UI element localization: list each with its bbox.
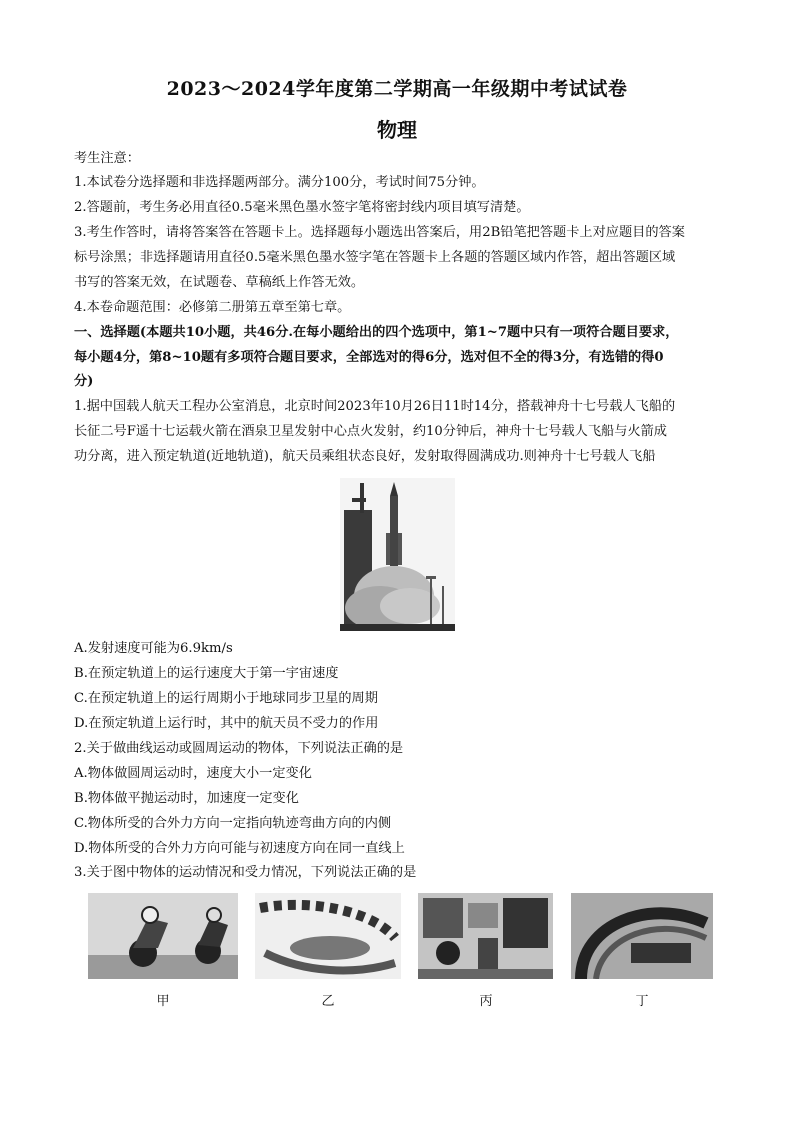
- question-stem: 3.关于图中物体的运动情况和受力情况，下列说法正确的是: [74, 865, 417, 880]
- option-d: D.物体所受的合外力方向可能与初速度方向在同一直线上: [74, 841, 405, 856]
- notice-item: 1.本试卷分选择题和非选择题两部分。满分100分，考试时间75分钟。: [74, 175, 485, 190]
- section-heading: 一、选择题(本题共10小题，共46分.在每小题给出的四个选项中，第1~7题中只有一项符合题目要求，: [74, 325, 679, 340]
- caption-bing: 丙: [479, 994, 493, 1009]
- option-d: D.在预定轨道上运行时，其中的航天员不受力的作用: [74, 716, 379, 731]
- exam-title: 2023～2024学年度第二学期高一年级期中考试试卷: [166, 78, 628, 100]
- question-stem: 2.关于做曲线运动或圆周运动的物体，下列说法正确的是: [74, 741, 404, 756]
- option-a: A.物体做圆周运动时，速度大小一定变化: [74, 766, 312, 781]
- option-a: A.发射速度可能为6.9km/s: [74, 641, 233, 656]
- section-heading: 分): [74, 374, 94, 389]
- notice-item: 4.本卷命题范围：必修第二册第五章至第七章。: [74, 300, 351, 315]
- notice-item: 3.考生作答时，请将答案答在答题卡上。选择题每小题选出答案后，用2B铅笔把答题卡上对应题目的答案: [74, 225, 685, 240]
- photo-motorcycle: [88, 893, 238, 979]
- notice-item: 书写的答案无效，在试题卷、草稿纸上作答无效。: [74, 275, 365, 290]
- question-stem: 1.据中国载人航天工程办公室消息，北京时间2023年10月26日11时14分，搭载神舟十七号载人飞船的: [74, 399, 676, 414]
- option-b: B.在预定轨道上的运行速度大于第一宇宙速度: [74, 666, 339, 681]
- photo-track: [255, 893, 401, 979]
- option-c: C.物体所受的合外力方向一定指向轨迹弯曲方向的内侧: [74, 816, 392, 831]
- caption-jia: 甲: [156, 994, 170, 1009]
- notice-item: 2.答题前，考生务必用直径0.5毫米黑色墨水签字笔将密封线内项目填写清楚。: [74, 200, 530, 215]
- notice-item: 标号涂黑；非选择题请用直径0.5毫米黑色墨水签字笔在答题卡上各题的答题区域内作答，超出答题区域: [74, 250, 676, 265]
- section-heading: 每小题4分，第8~10题有多项符合题目要求，全部选对的得6分，选对但不全的得3分，有选错的得0: [74, 350, 664, 365]
- option-b: B.物体做平抛运动时，加速度一定变化: [74, 791, 299, 806]
- notice-heading: 考生注意：: [74, 151, 140, 166]
- rocket-launch-photo: [340, 478, 455, 631]
- caption-ding: 丁: [635, 994, 649, 1009]
- question-stem: 功分离，进入预定轨道(近地轨道)，航天员乘组状态良好，发射取得圆满成功.则神舟十七号载人飞船: [74, 449, 656, 464]
- photo-machine: [418, 893, 553, 979]
- subject-title: 物理: [377, 118, 417, 142]
- photo-ride: [571, 893, 713, 979]
- option-c: C.在预定轨道上的运行周期小于地球同步卫星的周期: [74, 691, 378, 706]
- caption-yi: 乙: [321, 994, 335, 1009]
- question-stem: 长征二号F遥十七运载火箭在酒泉卫星发射中心点火发射，约10分钟后，神舟十七号载人飞船与火箭成: [74, 424, 667, 439]
